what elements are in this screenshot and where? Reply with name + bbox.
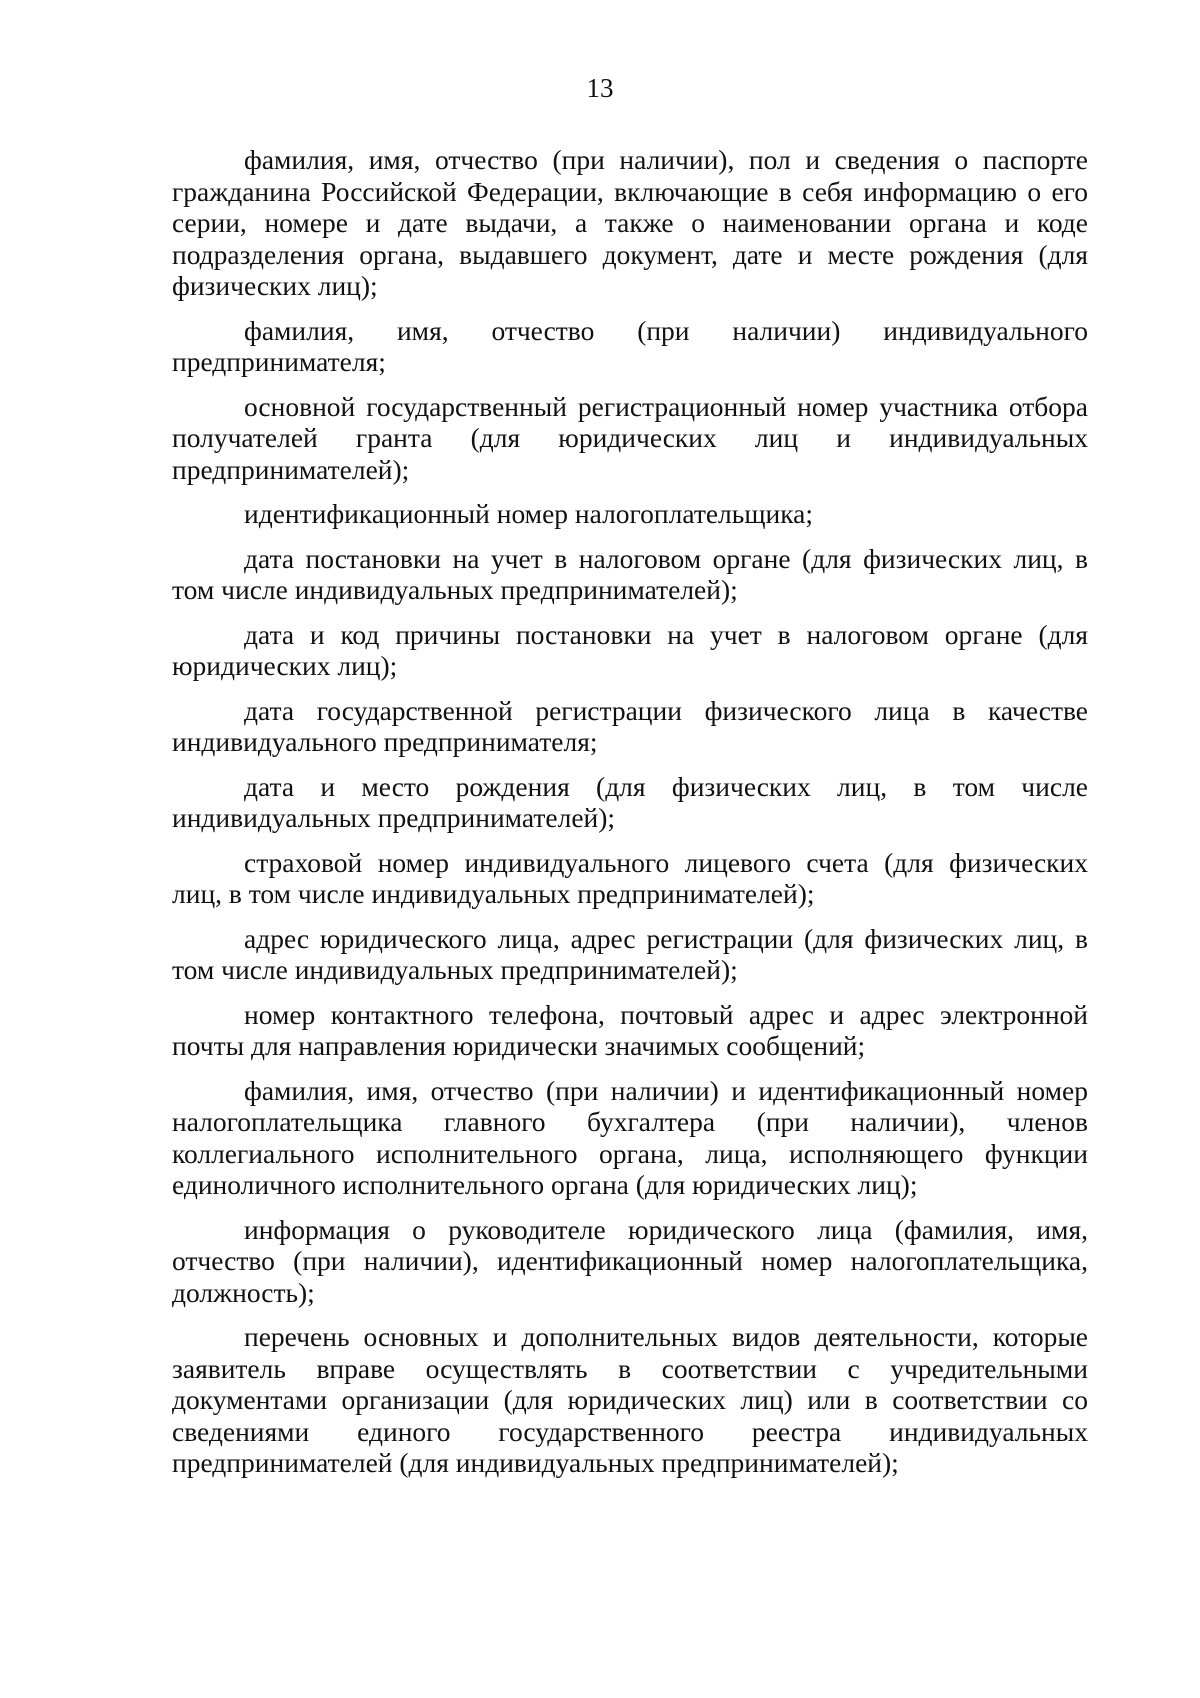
document-body — [172, 144, 1088, 1492]
paragraph-passport-info: фамилия, имя, отчество (при наличии), пол и сведения о паспорте гражданина Российской Федерации, включающие в себя информацию о его серии, номере и дате выдачи, а также о наименовании органа и коде подразделения органа, выдавшего документ, дате и месте рождения (для физических лиц); — [172, 144, 1088, 301]
page-number: 13 — [586, 73, 614, 103]
paragraph-tax-registration-date: дата постановки на учет в налоговом органе (для физических лиц, в том числе индивидуальных предпринимателей); — [172, 542, 1088, 605]
paragraph-contacts: номер контактного телефона, почтовый адрес и адрес электронной почты для направления юридически значимых сообщений; — [172, 998, 1088, 1061]
paragraph-chief-accountant: фамилия, имя, отчество (при наличии) и идентификационный номер налогоплательщика главного бухгалтера (при наличии), членов коллегиального исполнительного органа, лица, исполняющего функции единоличного исполнительного органа (для юридических лиц); — [172, 1074, 1088, 1200]
paragraph-state-registration-date: дата государственной регистрации физического лица в качестве индивидуального предпринимателя; — [172, 694, 1088, 757]
paragraph-inn: идентификационный номер налогоплательщика; — [244, 498, 814, 529]
paragraph-ogrn: основной государственный регистрационный номер участника отбора получателей гранта (для юридических лиц и индивидуальных предпринимателей); — [172, 390, 1088, 485]
paragraph-head-info: информация о руководителе юридического лица (фамилия, имя, отчество (при наличии), идентификационный номер налогоплательщика, должность); — [172, 1213, 1088, 1308]
paragraph-address: адрес юридического лица, адрес регистрации (для физических лиц, в том числе индивидуальных предпринимателей); — [172, 922, 1088, 985]
paragraph-activity-types: перечень основных и дополнительных видов деятельности, которые заявитель вправе осуществлять в соответствии с учредительными документами организации (для юридических лиц) или в соответствии со сведениями единого государственного реестра индивидуальных предпринимателей (для индивидуальных предпринимателей); — [172, 1321, 1088, 1478]
paragraph-kpp: дата и код причины постановки на учет в налоговом органе (для юридических лиц); — [172, 618, 1088, 681]
paragraph-entrepreneur-name: фамилия, имя, отчество (при наличии) индивидуального предпринимателя; — [172, 314, 1088, 377]
paragraph-snils: страховой номер индивидуального лицевого счета (для физических лиц, в том числе индивидуальных предпринимателей); — [172, 846, 1088, 909]
paragraph-birth-info: дата и место рождения (для физических лиц, в том числе индивидуальных предпринимателей); — [172, 770, 1088, 833]
